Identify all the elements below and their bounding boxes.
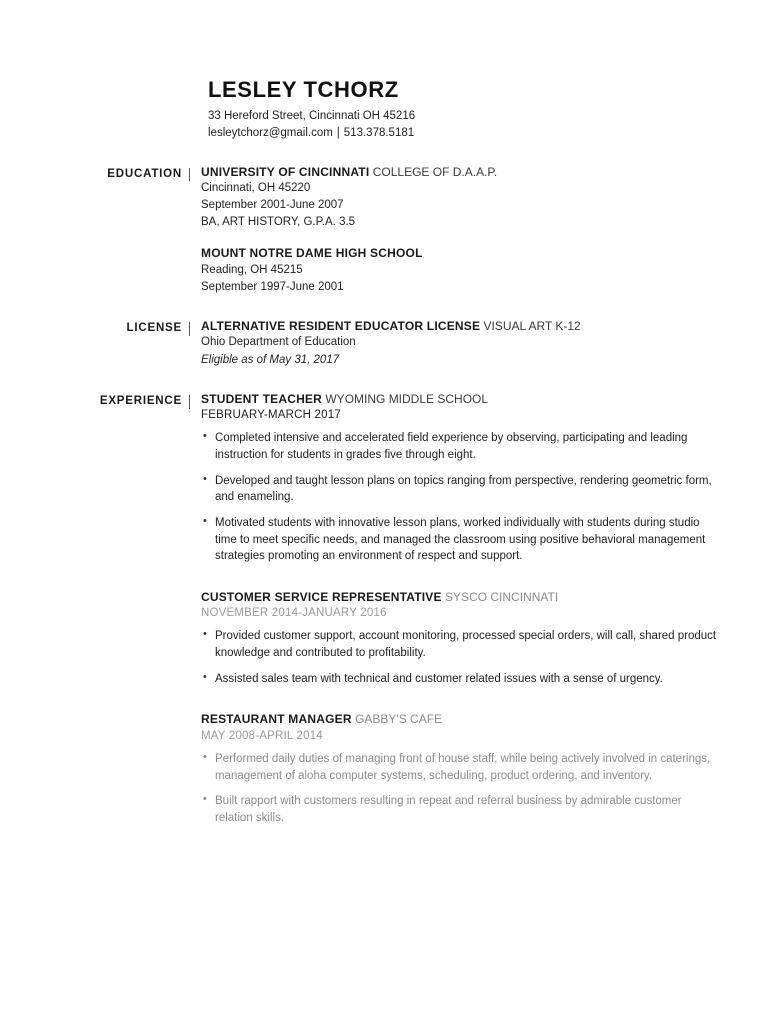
entry-spacer <box>201 701 722 711</box>
education-degree: BA, ART HISTORY, G.P.A. 3.5 <box>201 216 356 229</box>
job-bullet: • Performed daily duties of managing front of house staff, while being actively involved in caterings, management of aloha computer systems, scheduling, product ordering, and inventory. <box>201 751 722 784</box>
education-org-line <box>201 245 722 261</box>
section-education <box>0 164 768 297</box>
section-experience <box>0 391 768 827</box>
candidate-name: LESLEY TCHORZ <box>208 77 399 102</box>
section-label-experience: EXPERIENCE <box>100 395 190 409</box>
education-org-detail: COLLEGE OF D.A.A.P. <box>372 164 498 179</box>
license-subject: VISUAL ART K-12 <box>483 319 581 334</box>
section-license <box>0 318 768 369</box>
section-label-education: EDUCATION <box>107 168 190 182</box>
job-bullet: • Built rapport with customers resulting in repeat and referral business by admirable customer relation skills. <box>201 793 722 826</box>
candidate-address: 33 Hereford Street, Cincinnati OH 45216 <box>208 110 416 123</box>
job-title-line <box>201 391 722 407</box>
resume-header <box>0 0 768 142</box>
license-issuer: Ohio Department of Education <box>201 336 356 349</box>
job-employer: GABBY'S CAFE <box>355 712 443 727</box>
job-title-line <box>201 711 722 727</box>
education-location: Cincinnati, OH 45220 <box>201 181 311 194</box>
job-title: CUSTOMER SERVICE REPRESENTATIVE <box>201 589 442 604</box>
job-bullet: • Assisted sales team with technical and customer related issues with a sense of urgency. <box>201 671 722 688</box>
license-eligibility: Eligible as of May 31, 2017 <box>201 353 340 366</box>
experience-entry <box>201 589 722 687</box>
education-org-line <box>201 164 722 180</box>
education-org-name: MOUNT NOTRE DAME HIGH SCHOOL <box>201 246 423 261</box>
section-body-education <box>190 164 768 297</box>
education-dates: September 2001-June 2007 <box>201 198 344 211</box>
candidate-email: lesleytchorz@gmail.com <box>208 126 333 139</box>
job-bullet-list <box>201 430 722 565</box>
job-dates: MAY 2008-APRIL 2014 <box>201 729 323 742</box>
job-bullet: • Motivated students with innovative lesson plans, worked individually with students during studio time to meet specific needs, and managed the classroom using positive behavioral management strategies promoting an environment of respect and support. <box>201 515 722 565</box>
section-body-experience <box>190 391 768 827</box>
entry-spacer <box>201 579 722 589</box>
education-org-name: UNIVERSITY OF CINCINNATI <box>201 164 370 179</box>
section-label-col-education <box>0 164 190 297</box>
license-title-line <box>201 318 722 334</box>
job-dates: NOVEMBER 2014-JANUARY 2016 <box>201 607 387 620</box>
license-entry <box>201 318 722 369</box>
job-bullet-list <box>201 751 722 827</box>
job-employer: SYSCO CINCINNATI <box>445 589 559 604</box>
job-bullet: • Provided customer support, account monitoring, processed special orders, will call, shared product knowledge and contributed to profitability. <box>201 628 722 661</box>
section-label-col-license <box>0 318 190 369</box>
education-entry <box>201 245 722 296</box>
education-entry <box>201 164 722 232</box>
candidate-contact <box>208 125 768 142</box>
education-dates: September 1997-June 2001 <box>201 280 344 293</box>
section-label-license: LICENSE <box>127 322 190 336</box>
job-title: RESTAURANT MANAGER <box>201 712 352 727</box>
contact-separator: | <box>336 126 340 139</box>
experience-entry <box>201 391 722 565</box>
job-employer: WYOMING MIDDLE SCHOOL <box>325 391 489 406</box>
education-location: Reading, OH 45215 <box>201 263 303 276</box>
job-title-line <box>201 589 722 605</box>
job-dates: FEBRUARY-MARCH 2017 <box>201 409 341 422</box>
job-title: STUDENT TEACHER <box>201 391 323 406</box>
job-bullet-list <box>201 628 722 687</box>
section-label-col-experience <box>0 391 190 827</box>
experience-entry <box>201 711 722 826</box>
job-bullet: • Developed and taught lesson plans on topics ranging from perspective, rendering geometric form, and enameling. <box>201 473 722 506</box>
candidate-phone: 513.378.5181 <box>343 126 415 139</box>
license-title: ALTERNATIVE RESIDENT EDUCATOR LICENSE <box>201 319 481 334</box>
section-body-license <box>190 318 768 369</box>
job-bullet: • Completed intensive and accelerated field experience by observing, participating and leading instruction for students in grades five through eight. <box>201 430 722 463</box>
